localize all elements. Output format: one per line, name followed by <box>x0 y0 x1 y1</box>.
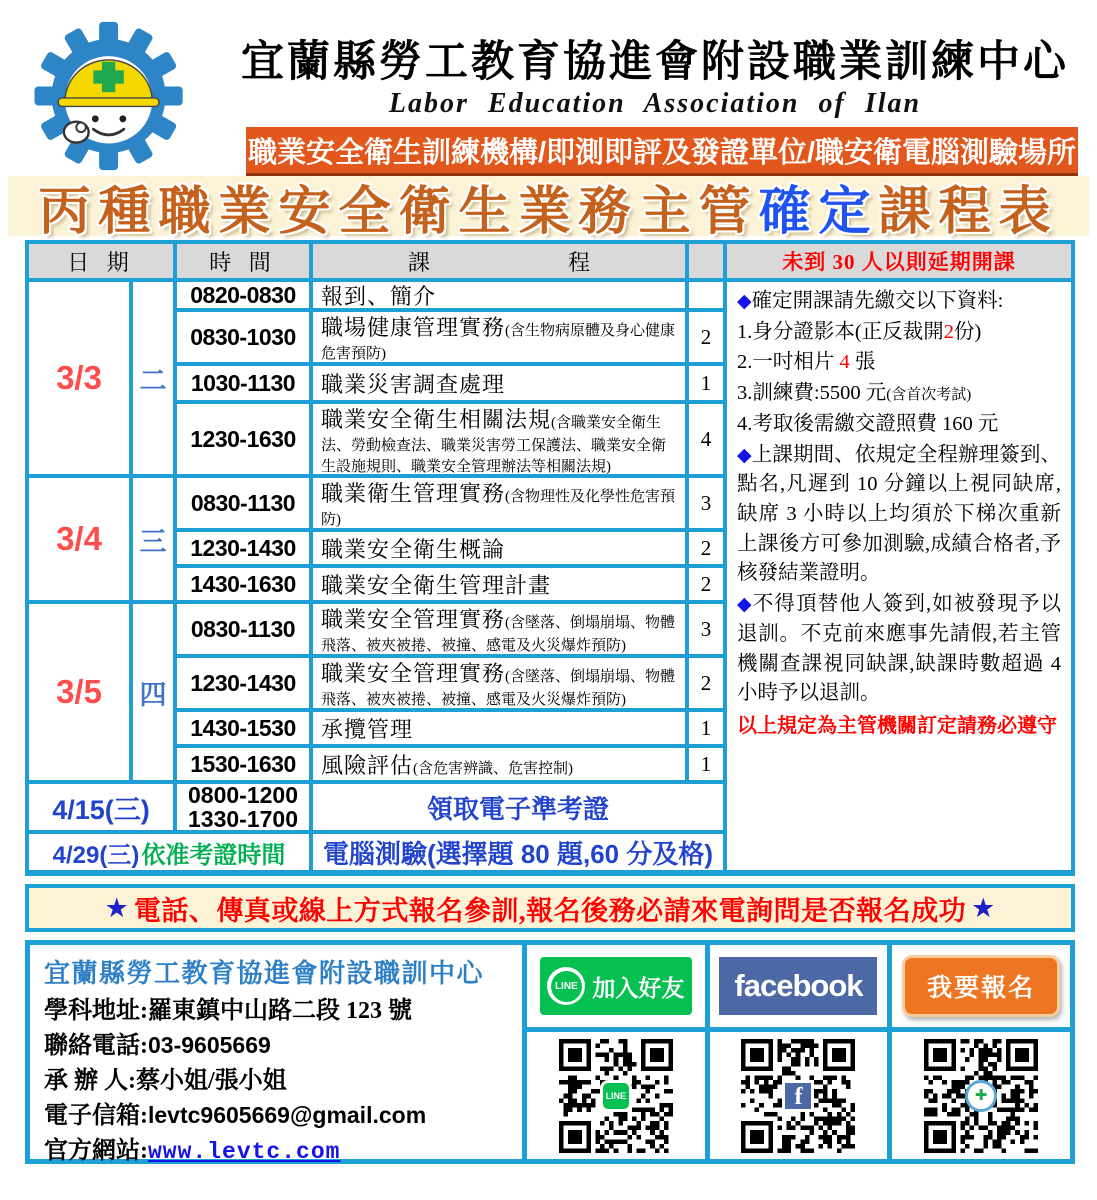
website-link[interactable]: www.levtc.com <box>148 1139 341 1165</box>
course-name: 職業災害調查處理 <box>321 371 506 397</box>
schedule-table <box>25 240 1075 876</box>
exam-date-4-29 <box>29 834 309 870</box>
line-add-friend-button[interactable] <box>540 957 692 1015</box>
contact-label: 官方網站: <box>44 1138 148 1164</box>
star-icon: ★ <box>971 892 996 923</box>
time-cell: 0830-1130 <box>177 478 309 528</box>
time-cell: 0820-0830 <box>177 282 309 308</box>
course-name: 職業衛生管理實務 <box>321 481 506 506</box>
weekday-cell-thu: 四 <box>133 604 173 780</box>
course-cell <box>313 478 685 528</box>
contact-label: 承 辦 人: <box>44 1068 136 1094</box>
title-part-2: 確定 <box>758 182 879 241</box>
header-course <box>313 244 685 278</box>
course-cell <box>313 532 685 564</box>
qr-code-facebook <box>741 1039 855 1153</box>
note-red-number: 2 <box>943 320 954 343</box>
diamond-icon: ◆ <box>737 444 752 466</box>
note-text: 3.訓練費:5500 元 <box>737 382 887 405</box>
course-cell <box>313 404 685 474</box>
date-cell-3-3: 3/3 <box>29 282 129 474</box>
org-logo-icon: ✚ <box>965 1080 997 1112</box>
qr-code-line <box>559 1039 673 1153</box>
registration-banner <box>25 884 1075 932</box>
course-note: (含危害辨識、危害控制) <box>413 760 574 777</box>
line-button-label: 加入好友 <box>592 974 685 1001</box>
note-red-number: 4 <box>839 351 850 374</box>
contact-label: 電子信箱: <box>44 1103 148 1129</box>
header-course-right: 程 <box>567 249 590 275</box>
contact-value: 蔡小姐/張小姐 <box>136 1068 287 1094</box>
note-text: 1.身分證影本(正反裁開 <box>737 320 944 343</box>
contact-website <box>44 1130 508 1165</box>
note-text: 張 <box>849 351 876 374</box>
registration-banner-text: 電話、傳真或線上方式報名參訓,報名後務必請來電詢問是否報名成功 <box>133 895 967 926</box>
hours-cell: 2 <box>689 532 723 564</box>
course-name: 職業安全衛生相關法規 <box>321 406 552 432</box>
course-note: (含生物病原體及身心健康危害預防) <box>321 323 676 362</box>
facebook-button-cell <box>710 945 888 1027</box>
time-cell: 1230-1630 <box>177 404 309 474</box>
contact-phone <box>44 1025 508 1060</box>
computer-test-cell: 電腦測驗(選擇題 80 題,60 分及格) <box>313 834 723 870</box>
note-text-small: (含首次考試) <box>886 387 972 404</box>
qr-code-signup <box>924 1039 1038 1153</box>
page-title <box>8 176 1089 241</box>
line-button-cell <box>527 945 705 1027</box>
weekday-cell-tue: 二 <box>133 282 173 474</box>
contact-org-name: 宜蘭縣勞工教育協進會附設職訓中心 <box>44 959 485 988</box>
course-note: (含物理性及化學性危害預防) <box>321 489 676 528</box>
course-name: 報到、簡介 <box>321 283 437 309</box>
course-name: 承攬管理 <box>321 716 414 742</box>
note-item-2 <box>737 348 1061 378</box>
exam-date-text: 4/29(三) <box>52 841 140 869</box>
note-text: 不得頂替他人簽到,如被發現予以退訓。不克前來應事先請假,若主管機關查課視同缺課,缺課時數超過 4 小時予以退訓。 <box>737 593 1061 705</box>
title-part-3: 課程表 <box>878 182 1059 241</box>
exam-time-am: 0800-1200 <box>188 781 298 808</box>
hours-cell: 4 <box>689 404 723 474</box>
line-icon <box>547 967 585 1005</box>
org-name: 宜蘭縣勞工教育協進會附設職業訓練中心 <box>241 39 1069 86</box>
facebook-icon: f <box>782 1080 814 1112</box>
facebook-qr-cell <box>710 1032 888 1159</box>
line-icon: LINE <box>600 1080 632 1112</box>
footer-section <box>25 940 1075 1164</box>
header-date: 日 期 <box>29 244 173 278</box>
note-attendance <box>737 441 1061 590</box>
course-cell <box>313 712 685 744</box>
course-name: 職場健康管理實務 <box>321 315 506 340</box>
course-note: (含墜落、倒塌崩塌、物體飛落、被夾被捲、被撞、感電及火災爆炸預防) <box>321 615 676 654</box>
exam-course-cell: 領取電子準考證 <box>313 784 723 830</box>
course-cell <box>313 748 685 780</box>
note-intro-text: 確定開課請先繳交以下資料: <box>751 290 1004 312</box>
note-item-1 <box>737 318 1061 348</box>
hours-cell: 3 <box>689 604 723 654</box>
hours-cell: 2 <box>689 312 723 362</box>
time-cell: 0830-1030 <box>177 312 309 362</box>
course-name: 職業安全管理實務 <box>321 661 506 686</box>
hours-cell: 1 <box>689 748 723 780</box>
contact-info <box>30 945 522 1165</box>
hours-cell: 1 <box>689 366 723 400</box>
date-cell-3-4: 3/4 <box>29 478 129 600</box>
contact-person <box>44 1060 508 1095</box>
exam-time-cell <box>177 781 309 832</box>
hours-cell: 2 <box>689 658 723 708</box>
note-text: 份) <box>953 320 982 343</box>
time-cell: 0830-1130 <box>177 604 309 654</box>
course-name: 風險評估 <box>321 752 414 778</box>
contact-value: 03-9605669 <box>148 1032 271 1058</box>
course-name: 職業安全衛生概論 <box>321 536 506 562</box>
time-cell: 1230-1430 <box>177 658 309 708</box>
contact-email <box>44 1095 508 1130</box>
star-icon: ★ <box>104 892 129 923</box>
contact-label: 聯絡電話: <box>44 1033 148 1059</box>
contact-address <box>44 990 508 1025</box>
course-cell <box>313 366 685 400</box>
org-logo-icon <box>22 20 218 177</box>
hours-cell <box>689 282 723 308</box>
course-cell <box>313 658 685 708</box>
time-cell: 1230-1430 <box>177 532 309 564</box>
course-note: (含職業安全衛生法、勞動檢查法、職業災害勞工保護法、職業安全衛生設施規則、職業安全管理辦法等相關法規) <box>321 414 667 475</box>
title-part-1: 丙種職業安全衛生業務主管 <box>38 182 759 241</box>
signup-button[interactable]: 我要報名 <box>902 955 1060 1017</box>
time-cell: 1530-1630 <box>177 748 309 780</box>
note-item-4: 4.考取後需繳交證照費 160 元 <box>737 412 999 435</box>
date-cell-3-5: 3/5 <box>29 604 129 780</box>
facebook-button[interactable]: facebook <box>719 957 877 1015</box>
certification-banner: 職業安全衛生訓練機構/即測即評及發證單位/職安衛電腦測驗場所 <box>246 127 1078 176</box>
signup-button-cell <box>892 945 1070 1027</box>
exam-date-4-15: 4/15(三) <box>29 784 173 830</box>
weekday-cell-wed: 三 <box>133 478 173 600</box>
org-name-english: Labor Education Association of Ilan <box>388 88 922 119</box>
time-cell: 1430-1530 <box>177 712 309 744</box>
line-logo-text: LINE <box>554 980 578 992</box>
line-qr-cell <box>527 1032 705 1159</box>
hours-cell: 2 <box>689 568 723 600</box>
note-item-3 <box>737 379 1061 409</box>
signup-qr-cell <box>892 1032 1070 1159</box>
contact-value: levtc9605669@gmail.com <box>148 1102 427 1128</box>
notes-header: 未到 30 人以則延期開課 <box>727 244 1071 278</box>
contact-value: 羅東鎮中山路二段 123 號 <box>148 998 412 1024</box>
contact-label: 學科地址: <box>44 998 148 1024</box>
note-intro <box>737 287 1061 317</box>
header-time: 時 間 <box>177 244 309 278</box>
header-hours <box>689 244 723 278</box>
hours-cell: 3 <box>689 478 723 528</box>
time-cell: 1030-1130 <box>177 366 309 400</box>
exam-date-suffix: 依准考證時間 <box>141 841 286 869</box>
note-text: 上課期間、依規定全程辦理簽到、點名,凡遲到 10 分鐘以上視同缺席,缺席 3 小時以上均須於下梯次重新上課後方可參加測驗,成績合格者,予核發結業證明。 <box>737 443 1061 585</box>
exam-time-pm: 1330-1700 <box>188 806 298 832</box>
header-course-left: 課 <box>408 249 431 275</box>
course-cell <box>313 282 685 308</box>
notes <box>727 282 1071 870</box>
note-text: 2.一吋相片 <box>737 351 840 374</box>
diamond-icon: ◆ <box>737 291 752 312</box>
note-signin <box>737 590 1061 709</box>
course-name: 職業安全管理實務 <box>321 607 506 632</box>
hours-cell: 1 <box>689 712 723 744</box>
notes-footer: 以上規定為主管機關訂定請務必遵守 <box>737 715 1057 738</box>
time-cell: 1430-1630 <box>177 568 309 600</box>
course-name: 職業安全衛生管理計畫 <box>321 572 552 598</box>
course-cell <box>313 312 685 362</box>
course-cell <box>313 604 685 654</box>
course-cell <box>313 568 685 600</box>
diamond-icon: ◆ <box>737 594 753 616</box>
course-note: (含墜落、倒塌崩塌、物體飛落、被夾被捲、被撞、感電及火災爆炸預防) <box>321 669 676 708</box>
